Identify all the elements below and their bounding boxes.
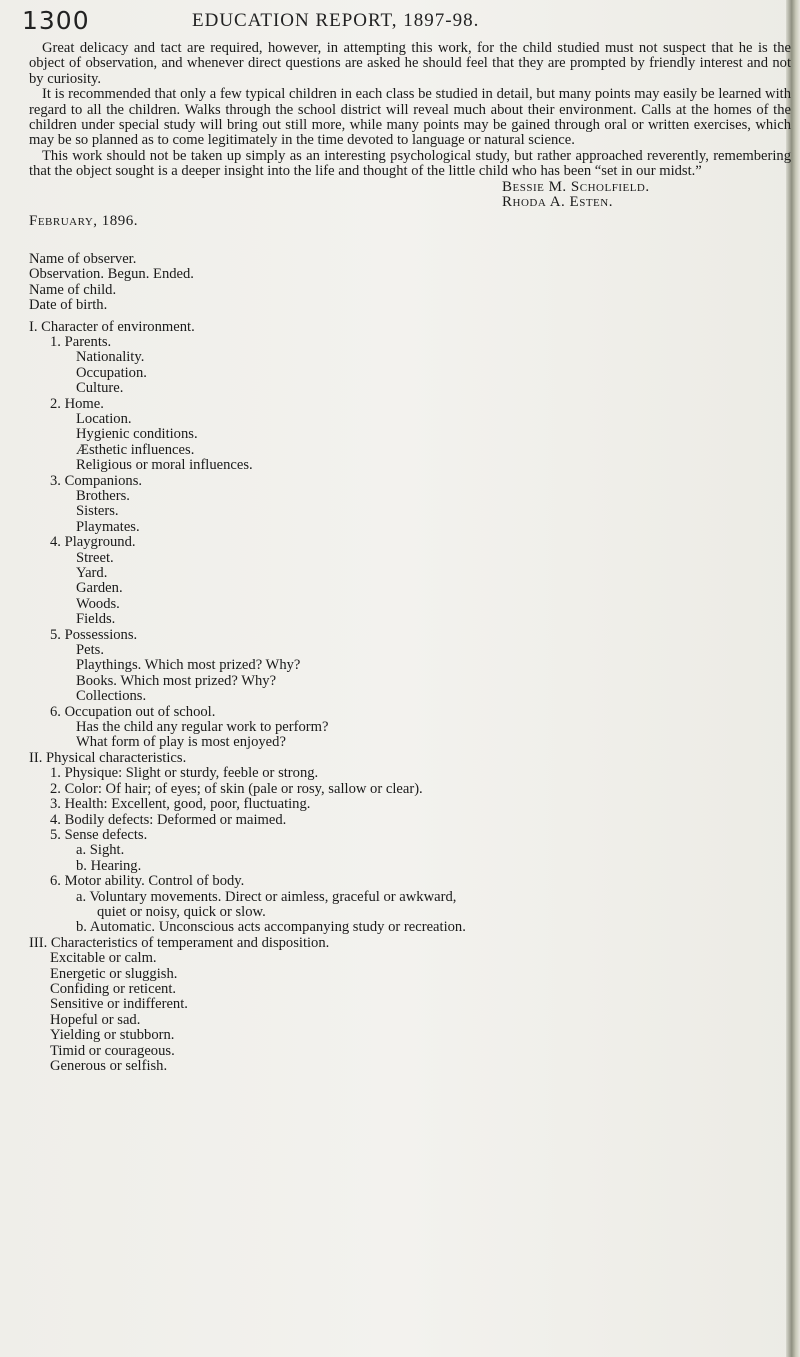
paragraph: This work should not be taken up simply as an interesting psychological study, but rather approached reverently, remembering that the object sought is a deeper insight into the life and thought of the little child who has been “set in our midst.” <box>29 147 791 180</box>
outline-item: Timid or courageous. <box>50 1042 175 1059</box>
outline-item: Location. <box>76 410 132 427</box>
outline-item: 6. Motor ability. Control of body. <box>50 873 245 890</box>
outline-item: 4. Playground. <box>50 534 136 551</box>
outline-item: Culture. <box>76 380 124 397</box>
outline-item: Playmates. <box>76 518 140 535</box>
page-number: 1300 <box>22 6 90 35</box>
outline-item: Nationality. <box>76 349 145 366</box>
outline-item: Religious or moral influences. <box>76 457 253 474</box>
outline-item: 2. Home. <box>50 395 104 412</box>
outline-item: b. Automatic. Unconscious acts accompanying study or recreation. <box>76 919 466 936</box>
outline-item: Æsthetic influences. <box>76 441 195 458</box>
outline-item: a. Sight. <box>76 842 125 859</box>
outline-item: Woods. <box>76 595 120 612</box>
outline-item: Excitable or calm. <box>50 950 157 967</box>
outline-item: Playthings. Which most prized? Why? <box>76 657 301 674</box>
outline-item: 3. Health: Excellent, good, poor, fluctuating. <box>50 796 311 813</box>
outline-item: 2. Color: Of hair; of eyes; of skin (pale or rosy, sallow or clear). <box>50 780 423 797</box>
outline-item: Has the child any regular work to perform? <box>76 719 329 736</box>
outline-section-heading: III. Characteristics of temperament and disposition. <box>29 934 330 951</box>
page-header <box>22 6 770 38</box>
signature-line: Bessie M. Scholfield. <box>502 178 650 195</box>
outline-item: Generous or selfish. <box>50 1058 168 1074</box>
outline-item: Yielding or stubborn. <box>50 1027 175 1044</box>
outline-item: Hopeful or sad. <box>50 1011 141 1028</box>
paragraph: It is recommended that only a few typical children in each class be studied in detail, but many points may easily be learned with regard to all the children. Walks through the school district will reveal much about their environment. Calls at the homes of the children under special study will bring out still more, while many points may be gained through oral or written exercises, which may be so planned as to come legitimately in the time devoted to language or natural science. <box>29 86 791 149</box>
outline-item: Sisters. <box>76 503 119 520</box>
outline-item: 4. Bodily defects: Deformed or maimed. <box>50 811 287 828</box>
date-line: February, 1896. <box>29 213 139 230</box>
outline-item: quiet or noisy, quick or slow. <box>97 903 266 920</box>
outline-item: 1. Physique: Slight or sturdy, feeble or strong. <box>50 765 319 782</box>
outline-item: Confiding or reticent. <box>50 980 177 997</box>
outline-item: Street. <box>76 549 114 566</box>
outline-item: a. Voluntary movements. Direct or aimless, graceful or awkward, <box>76 888 457 905</box>
page-body <box>29 41 791 1074</box>
outline-item: 3. Companions. <box>50 472 143 489</box>
outline-item: Books. Which most prized? Why? <box>76 672 277 689</box>
outline-section-heading: II. Physical characteristics. <box>29 749 187 766</box>
signature-line: Rhoda A. Esten. <box>502 194 613 211</box>
outline-item: b. Hearing. <box>76 857 142 874</box>
outline-section-heading: I. Character of environment. <box>29 318 195 335</box>
form-field-label: Name of observer. <box>29 250 137 267</box>
observation-outline <box>29 320 791 1075</box>
outline-item: Hygienic conditions. <box>76 426 198 443</box>
outline-item: 1. Parents. <box>50 333 112 350</box>
form-field-label: Name of child. <box>29 281 117 298</box>
outline-item: Occupation. <box>76 364 147 381</box>
outline-item: Yard. <box>76 565 108 581</box>
outline-item: Pets. <box>76 642 104 659</box>
outline-item: 5. Possessions. <box>50 626 138 643</box>
outline-item: What form of play is most enjoyed? <box>76 734 286 751</box>
running-head: EDUCATION REPORT, 1897-98. <box>192 10 480 31</box>
outline-item: Fields. <box>76 611 116 628</box>
outline-item: 6. Occupation out of school. <box>50 703 216 720</box>
form-header <box>29 252 791 314</box>
outline-item: Brothers. <box>76 487 130 504</box>
outline-item: Sensitive or indifferent. <box>50 996 188 1013</box>
paragraph: Great delicacy and tact are required, however, in attempting this work, for the child studied must not suspect that he is the object of observation, and whenever direct questions are asked he should feel that they are prompted by friendly interest and not by curiosity. <box>29 40 791 87</box>
outline-item: 5. Sense defects. <box>50 826 148 843</box>
outline-item: Energetic or sluggish. <box>50 965 178 982</box>
outline-item: Collections. <box>76 688 147 705</box>
form-field-label: Date of birth. <box>29 297 108 314</box>
form-field-label: Observation. Begun. Ended. <box>29 266 194 283</box>
outline-item: Garden. <box>76 580 123 597</box>
